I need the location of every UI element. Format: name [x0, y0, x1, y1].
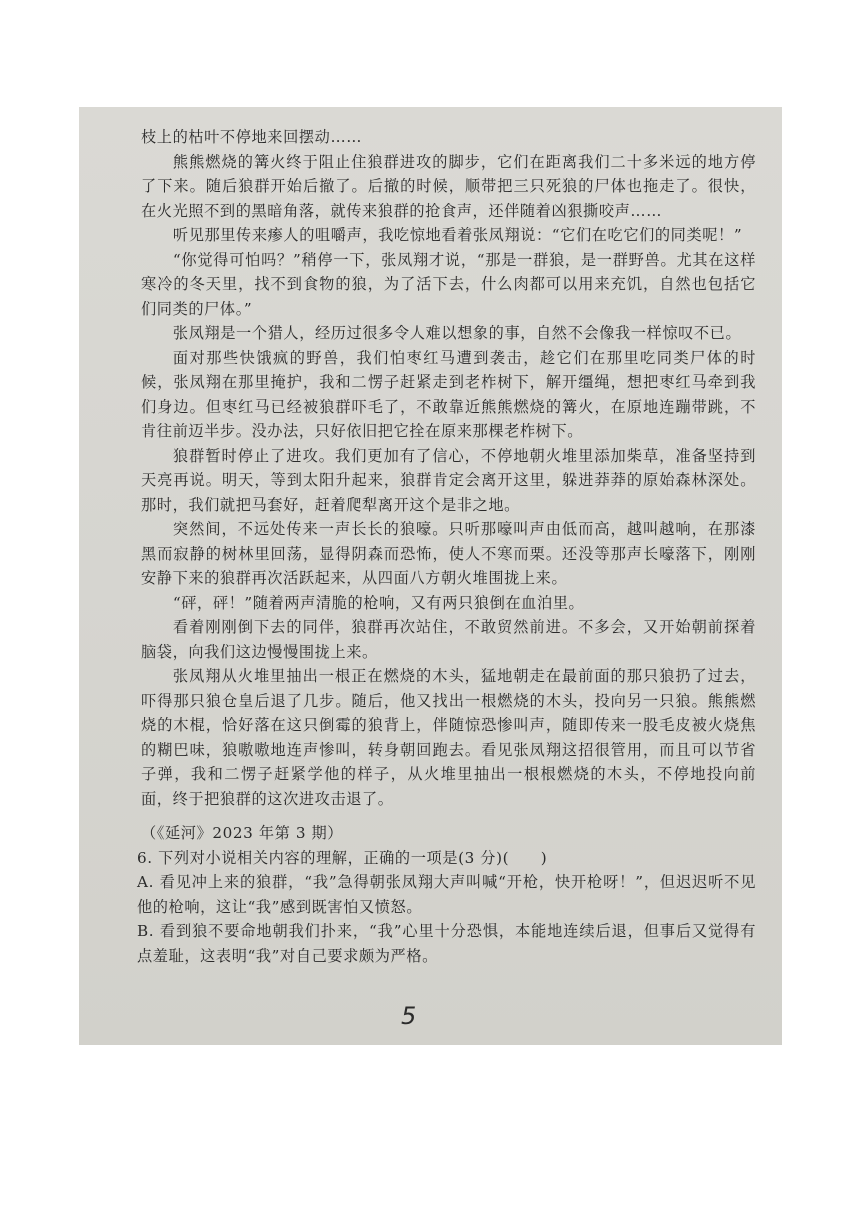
- paragraph: 枝上的枯叶不停地来回摆动……: [141, 128, 363, 146]
- option-b: B. 看到狼不要命地朝我们扑来，“我”心里十分恐惧，本能地连续后退，但事后又觉得有点羞耻，这表明“我”对自己要求颇为严格。: [137, 922, 756, 965]
- paragraph: 看着刚刚倒下去的同伴，狼群再次站住，不敢贸然前进。不多会，又开始朝前探着脑袋，向我们这边慢慢围拢上来。: [141, 618, 756, 661]
- option-a: A. 看见冲上来的狼群，“我”急得朝张凤翔大声叫喊“开枪，快开枪呀！”，但迟迟听不见他的枪响，这让“我”感到既害怕又愤怒。: [137, 873, 756, 916]
- paragraph: 狼群暂时停止了进攻。我们更加有了信心，不停地朝火堆里添加柴草，准备坚持到天亮再说。明天，等到太阳升起来，狼群肯定会离开这里，躲进莽莽的原始森林深处。那时，我们就把马套好，赶着爬犁离开这个是非之地。: [141, 446, 756, 514]
- paragraph: 熊熊燃烧的篝火终于阻止住狼群进攻的脚步，它们在距离我们二十多米远的地方停了下来。随后狼群开始后撤了。后撤的时候，顺带把三只死狼的尸体也拖走了。很快，在火光照不到的黑暗角落，就传来狼群的抢食声，还伴随着凶狠撕咬声……: [141, 152, 756, 220]
- source-citation: （《延河》2023 年第 3 期）: [141, 824, 344, 842]
- paragraph: 突然间，不远处传来一声长长的狼嚎。只听那嚎叫声由低而高，越叫越响，在那漆黑而寂静的树林里回荡，显得阴森而恐怖，使人不寒而栗。还没等那声长嚎落下，刚刚安静下来的狼群再次活跃起来，从四面八方朝火堆围拢上来。: [141, 520, 756, 587]
- paragraph: “你觉得可怕吗？”稍停一下，张凤翔才说，“那是一群狼，是一群野兽。尤其在这样寒冷的冬天里，找不到食物的狼，为了活下去，什么肉都可以用来充饥，自然也包括它们同类的尸体。”: [141, 250, 756, 318]
- paragraph: “砰，砰！”随着两声清脆的枪响，又有两只狼倒在血泊里。: [172, 593, 585, 612]
- story-text: [137, 125, 756, 968]
- question-stem: 6. 下列对小说相关内容的理解，正确的一项是(3 分)( ): [137, 848, 548, 867]
- scanned-page-photo: [79, 107, 782, 1045]
- paragraph: 张凤翔从火堆里抽出一根正在燃烧的木头，猛地朝走在最前面的那只狼扔了过去，吓得那只狼仓皇后退了几步。随后，他又找出一根燃烧的木头，投向另一只狼。熊熊燃烧的木棍，恰好落在这只倒霉的狼背上，伴随惊恐惨叫声，随即传来一股毛皮被火烧焦的糊巴味，狼嗷嗷地连声惨叫，转身朝回跑去。看见张凤翔这招很管用，而且可以节省子弹，我和二愣子赶紧学他的样子，从火堆里抽出一根根燃烧的木头，不停地投向前面，终于把狼群的这次进攻击退了。: [141, 667, 756, 808]
- paragraph: 面对那些快饿疯的野兽，我们怕枣红马遭到袭击，趁它们在那里吃同类尸体的时候，张凤翔在那里掩护，我和二愣子赶紧走到老柞树下，解开缰绳，想把枣红马牵到我们身边。但枣红马已经被狼群吓毛了，不敢靠近熊熊燃烧的篝火，在原地连蹦带跳，不肯往前迈半步。没办法，只好依旧把它拴在原来那棵老柞树下。: [141, 348, 756, 440]
- paragraph: 张凤翔是一个猎人，经历过很多令人难以想象的事，自然不会像我一样惊叹不已。: [172, 324, 742, 342]
- page-number: 5: [401, 1002, 417, 1030]
- paragraph: 听见那里传来瘆人的咀嚼声，我吃惊地看着张凤翔说：“它们在吃它们的同类呢！”: [172, 226, 743, 244]
